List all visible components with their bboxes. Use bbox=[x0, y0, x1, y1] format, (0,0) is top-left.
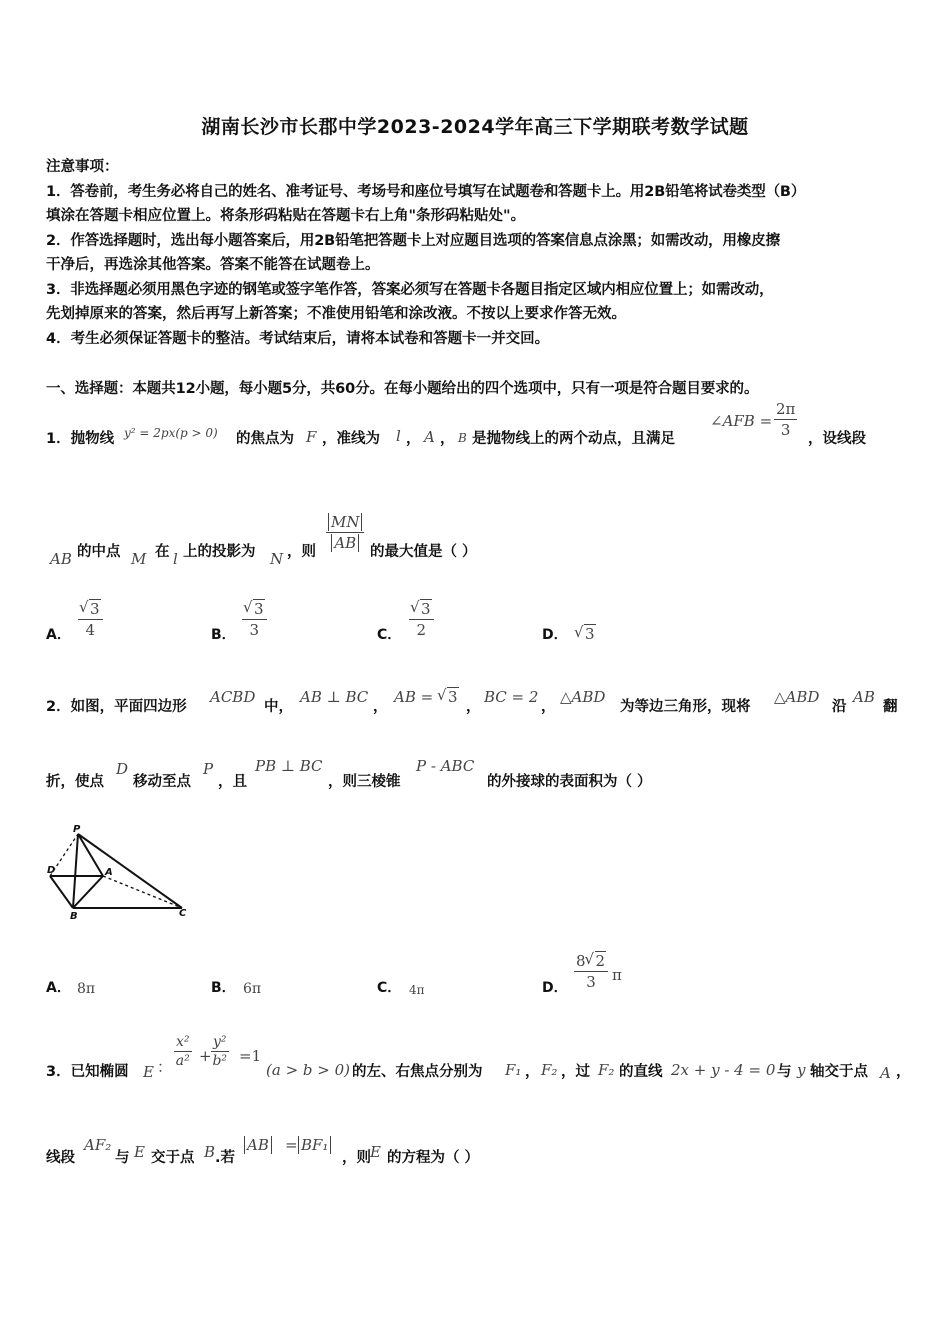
q1-text: ， bbox=[440, 431, 455, 447]
notice-item-3-line-1: 3．非选择题必须用黑色字迹的钢笔或签字笔作答，答案必须写在答题卡各题目指定区域内相应位置上；如需改动， bbox=[46, 282, 774, 298]
notice-item-1-line-2: 填涂在答题卡相应位置上。将条形码粘贴在答题卡右上角"条形码粘贴处"。 bbox=[46, 208, 526, 224]
q2-option-d-pi[interactable]: π bbox=[612, 966, 622, 984]
q2-text: ，则三棱锥 bbox=[328, 774, 401, 790]
q3-text: ， bbox=[896, 1064, 911, 1080]
q2-text: 中， bbox=[264, 699, 293, 715]
q2-text: 翻 bbox=[883, 699, 898, 715]
edge-PB bbox=[73, 834, 78, 908]
q1-parabola-equation: y² = 2px(p > 0) bbox=[124, 426, 218, 440]
q1-ratio-fraction bbox=[326, 513, 364, 552]
q2-math-AB: AB bbox=[853, 688, 875, 706]
q3-abs-AB: AB bbox=[244, 1136, 272, 1154]
fraction-denominator: 2 bbox=[416, 621, 427, 639]
q2-option-c-value[interactable]: 4π bbox=[409, 983, 425, 997]
q3-text: 与 bbox=[115, 1150, 130, 1166]
q2-text: ， bbox=[541, 699, 556, 715]
q2-text: 沿 bbox=[832, 699, 847, 715]
q3-plus: + bbox=[199, 1047, 212, 1065]
q3-text: .若 bbox=[215, 1150, 236, 1166]
label-P: P bbox=[73, 824, 81, 835]
fraction-numerator: MN bbox=[328, 513, 362, 531]
q1-angle-fraction bbox=[774, 400, 797, 439]
q2-math-P-ABC: P - ABC bbox=[416, 757, 475, 775]
fraction-denominator: a² bbox=[175, 1053, 190, 1069]
q2-math-ACBD: ACBD bbox=[210, 688, 256, 706]
q3-math-F2: F₂ bbox=[541, 1061, 558, 1079]
q2-option-a-value[interactable]: 8π bbox=[77, 981, 96, 997]
q2-text: ，且 bbox=[218, 774, 247, 790]
notice-item-3-line-2: 先划掉原来的答案，然后再写上新答案；不准使用铅笔和涂改液。不按以上要求作答无效。 bbox=[46, 306, 626, 322]
q2-math-AB-eq: AB = bbox=[394, 688, 434, 706]
q3-text: 3．已知椭圆 bbox=[46, 1064, 129, 1080]
edge-PA bbox=[78, 834, 103, 876]
q2-text: 的外接球的表面积为（ ） bbox=[487, 774, 652, 790]
q1-math-B: B bbox=[458, 431, 467, 445]
notice-item-2-line-2: 干净后，再选涂其他答案。答案不能答在试题卷上。 bbox=[46, 257, 380, 273]
q1-option-a-label[interactable]: A． bbox=[46, 627, 71, 643]
label-A: A bbox=[105, 867, 113, 878]
label-C: C bbox=[179, 908, 187, 919]
q3-text: ，则 bbox=[342, 1150, 371, 1166]
q1-text: 是抛物线上的两个动点，且满足 bbox=[472, 431, 675, 447]
q2-option-d-label[interactable]: D． bbox=[542, 980, 568, 996]
fraction-denominator: 4 bbox=[85, 621, 96, 639]
q2-math-BC-eq: BC = 2 bbox=[484, 688, 539, 706]
q3-math-E: E bbox=[134, 1143, 145, 1161]
q3-fraction-y bbox=[211, 1034, 229, 1069]
q1-text: 的中点 bbox=[77, 544, 121, 560]
q3-math-E: E bbox=[143, 1063, 154, 1081]
q1-option-d-label[interactable]: D． bbox=[542, 627, 568, 643]
q1-math-l: l bbox=[173, 550, 178, 568]
edge-PC bbox=[78, 834, 182, 908]
q1-text: 的最大值是（ ） bbox=[370, 544, 477, 560]
q1-option-c-value[interactable] bbox=[409, 600, 434, 639]
q3-math-AF2: AF₂ bbox=[84, 1136, 112, 1154]
q2-text: 2．如图，平面四边形 bbox=[46, 699, 187, 715]
q1-option-d-value[interactable] bbox=[575, 625, 596, 643]
q2-text: ， bbox=[466, 699, 481, 715]
q2-math-AB-perp-BC: AB ⊥ BC bbox=[300, 688, 369, 706]
label-B: B bbox=[70, 911, 78, 922]
q3-text: 轴交于点 bbox=[810, 1064, 868, 1080]
q2-text: 移动至点 bbox=[133, 774, 191, 790]
q1-text: 在 bbox=[155, 544, 170, 560]
q1-math-AB: AB bbox=[50, 550, 72, 568]
q3-text: 与 bbox=[777, 1064, 792, 1080]
q2-text: 折，使点 bbox=[46, 774, 104, 790]
q1-text: 1．抛物线 bbox=[46, 431, 115, 447]
q1-math-l: l bbox=[396, 427, 401, 445]
q2-tetrahedron-figure bbox=[40, 820, 200, 925]
edge-DB bbox=[50, 876, 73, 908]
q1-text: 上的投影为 bbox=[183, 544, 256, 560]
section-1-heading: 一、选择题：本题共12小题，每小题5分，共60分。在每小题给出的四个选项中，只有一项是符合题目要求的。 bbox=[46, 381, 759, 397]
notice-heading: 注意事项： bbox=[46, 159, 119, 175]
q2-text: ， bbox=[373, 699, 388, 715]
q2-option-c-label[interactable]: C． bbox=[377, 980, 402, 996]
edge-AB bbox=[73, 876, 103, 908]
q1-text: ，则 bbox=[287, 544, 316, 560]
q3-text: 交于点 bbox=[151, 1150, 195, 1166]
q2-math-D: D bbox=[116, 760, 129, 778]
q3-abs-BF1: BF₁ bbox=[298, 1136, 331, 1154]
notice-item-4: 4．考生必须保证答题卡的整洁。考试结束后，请将本试卷和答题卡一并交回。 bbox=[46, 331, 550, 347]
sqrt-radicand: 3 bbox=[585, 625, 595, 643]
q3-text: 线段 bbox=[46, 1150, 75, 1166]
fraction-denominator: 3 bbox=[586, 973, 596, 991]
q2-option-b-label[interactable]: B． bbox=[211, 980, 236, 996]
fraction-numerator: y² bbox=[213, 1034, 227, 1050]
sqrt-radicand: 3 bbox=[421, 600, 431, 618]
q1-text: 的焦点为 bbox=[236, 431, 294, 447]
q2-option-b-value[interactable]: 6π bbox=[243, 981, 262, 997]
q1-angle-AFB: ∠AFB = bbox=[710, 412, 773, 430]
q3-math-F1: F₁ bbox=[505, 1061, 522, 1079]
q3-text: 的方程为（ ） bbox=[387, 1150, 480, 1166]
fraction-numerator: x² bbox=[176, 1034, 190, 1050]
sqrt-radicand: 3 bbox=[448, 688, 458, 706]
q1-option-b-value[interactable] bbox=[242, 600, 267, 639]
q1-text: ，准线为 bbox=[322, 431, 380, 447]
q1-text: ， bbox=[406, 431, 421, 447]
q3-line-equation: 2x + y - 4 = 0 bbox=[671, 1061, 776, 1079]
q1-math-N: N bbox=[270, 550, 284, 568]
q3-colon: ： bbox=[157, 1058, 173, 1076]
q3-text: ，过 bbox=[561, 1064, 590, 1080]
q1-math-A: A bbox=[424, 428, 435, 446]
notice-item-2-line-1: 2．作答选择题时，选出每小题答案后，用2B铅笔把答题卡上对应题目选项的答案信息点涂黑；如需改动，用橡皮擦 bbox=[46, 233, 780, 249]
sqrt-radicand: 2 bbox=[595, 952, 606, 970]
q1-option-b-label[interactable]: B． bbox=[211, 627, 236, 643]
fraction-denominator: b² bbox=[212, 1053, 228, 1069]
q3-equals: = bbox=[285, 1136, 298, 1154]
q2-math-triangle-ABD: △ABD bbox=[774, 688, 820, 706]
q2-option-d-value[interactable] bbox=[574, 952, 608, 991]
q2-option-a-label[interactable]: A． bbox=[46, 980, 71, 996]
q3-math-y: y bbox=[797, 1061, 806, 1079]
label-D: D bbox=[47, 865, 56, 876]
q3-math-E: E bbox=[370, 1143, 381, 1161]
fraction-denominator: AB bbox=[331, 534, 359, 552]
fraction-numerator: 8 bbox=[576, 952, 586, 970]
q3-text: ， bbox=[525, 1064, 540, 1080]
q2-math-sqrt3 bbox=[438, 688, 459, 706]
q1-option-a-value[interactable] bbox=[78, 600, 103, 639]
q3-text: 的左、右焦点分别为 bbox=[352, 1064, 483, 1080]
q3-math-F2: F₂ bbox=[598, 1061, 615, 1079]
fraction-numerator: 2π bbox=[776, 400, 796, 418]
fraction-denominator: 3 bbox=[780, 421, 791, 439]
q3-text: 的直线 bbox=[619, 1064, 663, 1080]
q3-math-A: A bbox=[880, 1064, 891, 1082]
q2-text: 为等边三角形，现将 bbox=[620, 699, 751, 715]
sqrt-radicand: 3 bbox=[254, 600, 264, 618]
q1-math-M: M bbox=[131, 550, 147, 568]
q1-math-F: F bbox=[306, 428, 317, 446]
q2-math-triangle-ABD: △ABD bbox=[560, 688, 606, 706]
q1-text: ，设线段 bbox=[808, 431, 866, 447]
page-title: 湖南长沙市长郡中学2023-2024学年高三下学期联考数学试题 bbox=[201, 116, 749, 138]
q3-equals-one: =1 bbox=[239, 1047, 262, 1065]
q3-math-B: B bbox=[204, 1143, 216, 1161]
q3-condition: (a > b > 0) bbox=[266, 1061, 351, 1079]
q1-option-c-label[interactable]: C． bbox=[377, 627, 402, 643]
q3-fraction-x bbox=[174, 1034, 192, 1069]
q2-math-P: P bbox=[203, 760, 214, 778]
sqrt-radicand: 3 bbox=[90, 600, 100, 618]
fraction-denominator: 3 bbox=[249, 621, 260, 639]
q2-math-PB-perp-BC: PB ⊥ BC bbox=[255, 757, 323, 775]
notice-item-1-line-1: 1．答卷前，考生务必将自己的姓名、准考证号、考场号和座位号填写在试题卷和答题卡上。用2B铅笔将试卷类型（B） bbox=[46, 184, 806, 200]
